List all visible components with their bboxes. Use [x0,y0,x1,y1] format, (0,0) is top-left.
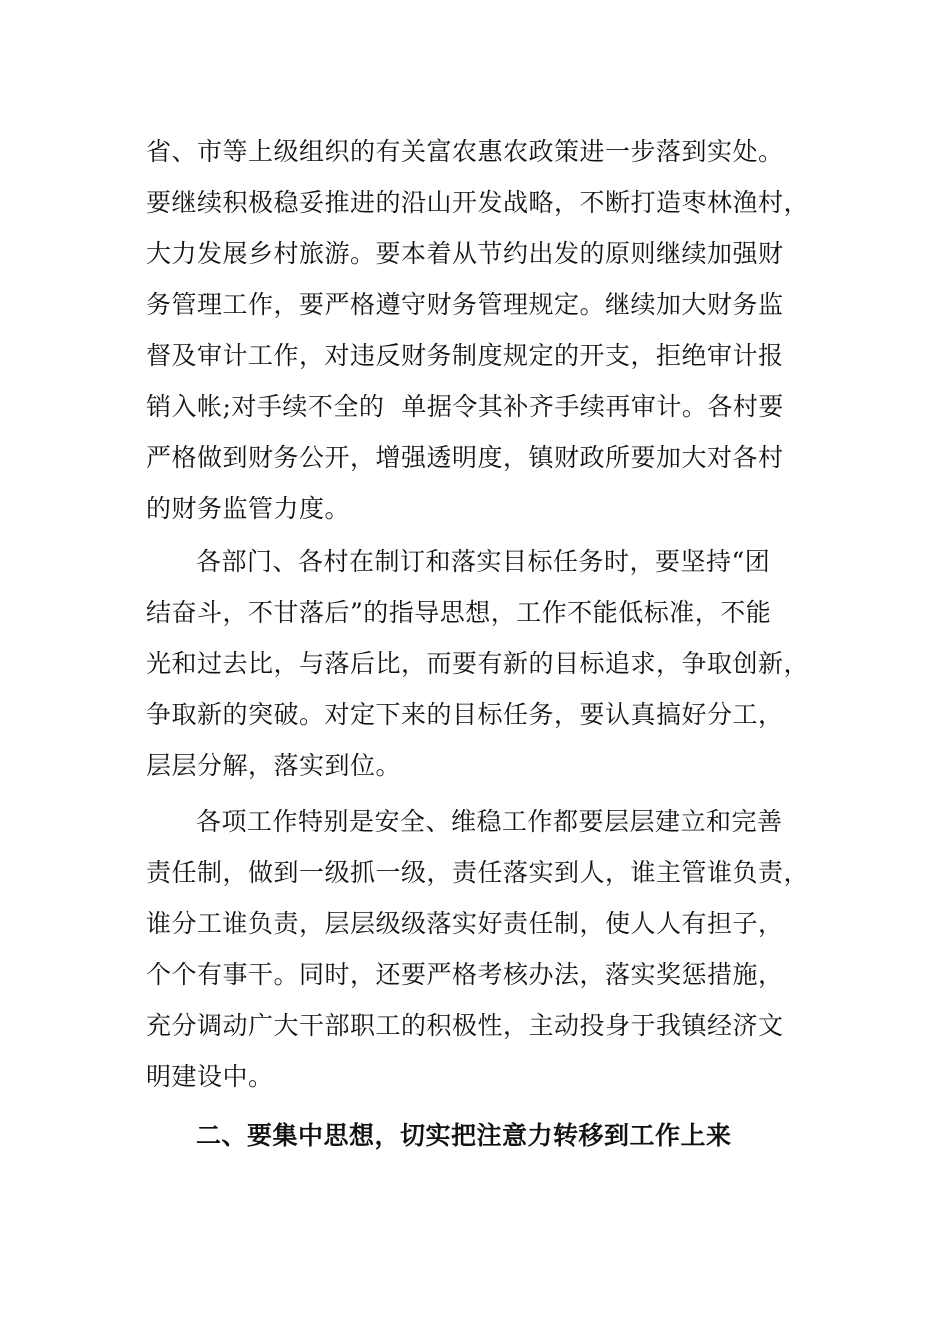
text-line: 要继续积极稳妥推进的沿山开发战略，不断打造枣林渔村， [146,188,810,217]
text-line: 各部门、各村在制订和落实目标任务时，要坚持“团 [196,547,771,576]
text-line: 各项工作特别是安全、维稳工作都要层层建立和完善 [196,807,783,836]
text-line: 争取新的突破。对定下来的目标任务，要认真搞好分工， [146,700,784,729]
text-line: 层层分解，落实到位。 [146,751,402,780]
text-line: 务管理工作，要严格遵守财务管理规定。继续加大财务监 [146,290,784,319]
paragraph-target-tasks [146,536,810,791]
text-line: 省、市等上级组织的有关富农惠农政策进一步落到实处。 [146,137,784,166]
paragraph-responsibility-system [146,796,810,1102]
text-line: 光和过去比，与落后比，而要有新的目标追求，争取创新， [146,649,810,678]
text-line: 谁分工谁负责，层层级级落实好责任制，使人人有担子， [146,909,784,938]
text-line: 的财务监管力度。 [146,494,351,523]
text-line: 充分调动广大干部职工的积极性，主动投身于我镇经济文 [146,1011,784,1040]
text-line: 督及审计工作，对违反财务制度规定的开支，拒绝审计报 [146,341,784,370]
text-line: 结奋斗，不甘落后”的指导思想，工作不能低标准，不能 [146,598,772,627]
text-line: 大力发展乡村旅游。要本着从节约出发的原则继续加强财 [146,239,784,268]
text-line: 个个有事干。同时，还要严格考核办法，落实奖惩措施， [146,960,784,989]
text-line: 责任制，做到一级抓一级，责任落实到人，谁主管谁负责， [146,858,810,887]
text-line: 严格做到财务公开，增强透明度，镇财政所要加大对各村 [146,443,784,472]
text-line: 明建设中。 [146,1062,274,1091]
paragraph-finance-management [146,126,810,534]
text-line: 销入帐;对手续不全的 单据令其补齐手续再审计。各村要 [146,392,784,421]
section-heading: 二、要集中思想，切实把注意力转移到工作上来 [196,1121,732,1150]
